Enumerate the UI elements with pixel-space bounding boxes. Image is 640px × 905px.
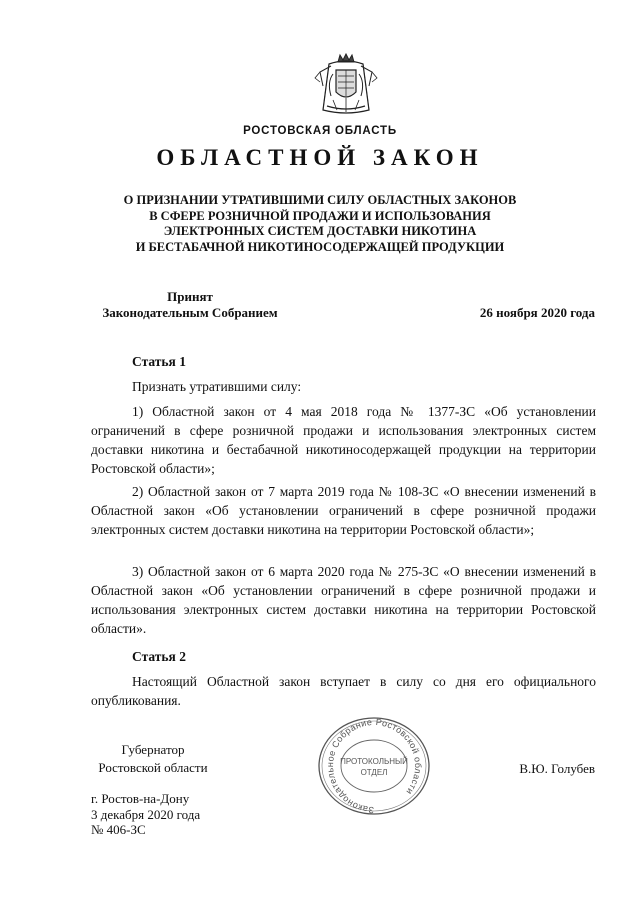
article-1-item-1: 1) Областной закон от 4 мая 2018 года № 1377-ЗС «Об установлении ограничений в сфере розничной продажи и использования электронных систем доставки никотина и бестабачной никотиносодержащей продукции на территории Ростовской области»;: [91, 404, 596, 476]
region-name: РОСТОВСКАЯ ОБЛАСТЬ: [243, 125, 397, 137]
governor-title: [88, 741, 218, 777]
subject-line: В СФЕРЕ РОЗНИЧНОЙ ПРОДАЖИ И ИСПОЛЬЗОВАНИЯ: [149, 208, 491, 223]
coat-of-arms-emblem: [311, 52, 381, 118]
stamp-ring-text: Законодательное Собрание Ростовской области: [324, 716, 424, 816]
article-2-heading: Статья 2: [132, 649, 186, 664]
article-1-intro: Признать утратившими силу:: [132, 379, 302, 394]
subject-line: И БЕСТАБАЧНОЙ НИКОТИНОСОДЕРЖАЩЕЙ ПРОДУКЦИИ: [135, 239, 505, 254]
adopted-by: [90, 289, 290, 321]
protocol-department-stamp: [314, 715, 434, 817]
city: г. Ростов-на-Дону: [91, 791, 190, 806]
stamp-center-line: ПРОТОКОЛЬНЫЙ: [340, 757, 408, 766]
sign-date: 3 декабря 2020 года: [91, 806, 201, 822]
adopted-label-line: Принят: [167, 289, 213, 304]
subject-line: О ПРИЗНАНИИ УТРАТИВШИМИ СИЛУ ОБЛАСТНЫХ ЗАКОНОВ: [123, 193, 517, 207]
subject-line: ЭЛЕКТРОННЫХ СИСТЕМ ДОСТАВКИ НИКОТИНА: [163, 224, 477, 238]
stamp-center-line: ОТДЕЛ: [360, 768, 388, 777]
law-title: ОБЛАСТНОЙ ЗАКОН: [156, 145, 484, 170]
article-1-item-3: 3) Областной закон от 6 марта 2020 года № 275-ЗС «О внесении изменений в Областной закон «Об установлении ограничений в сфере розничной продажи и использования электронных систем доставки никотина на территории Ростовской области».: [91, 564, 596, 636]
article-1-item-2: 2) Областной закон от 7 марта 2019 года № 108-ЗС «О внесении изменений в Областной закон «Об установлении ограничений в сфере розничной продажи электронных систем доставки никотина на территории Ростовской области»;: [91, 484, 596, 537]
law-number: № 406-ЗС: [91, 822, 146, 837]
adoption-date: 26 ноября 2020 года: [479, 305, 595, 320]
article-1-heading: Статья 1: [132, 354, 186, 369]
governor-title-line: Ростовской области: [98, 760, 208, 775]
governor-title-line: Губернатор: [121, 742, 185, 757]
place-and-number: [91, 791, 200, 838]
article-2-text: Настоящий Областной закон вступает в силу со дня его официального опубликования.: [91, 674, 596, 708]
law-subject: [90, 193, 550, 255]
adopted-label-line: Законодательным Собранием: [102, 305, 278, 320]
governor-name: В.Ю. Голубев: [519, 761, 595, 776]
